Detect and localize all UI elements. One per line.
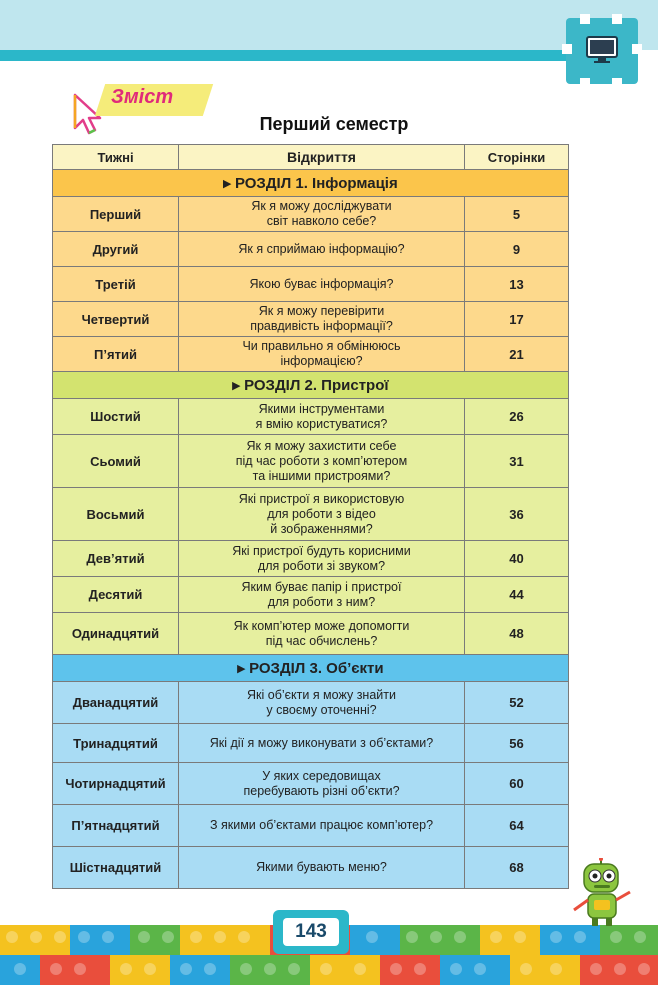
page-cell: 40: [465, 541, 569, 577]
header-weeks: Тижні: [53, 145, 179, 170]
topic-cell: Як я можу захистити себе під час роботи з комп’ютером та іншими пристроями?: [179, 435, 465, 488]
page-number-badge: [273, 910, 349, 954]
topic-cell: Якими інструментами я вмію користуватися?: [179, 399, 465, 435]
topic-cell: Яким буває папір і пристрої для роботи з ним?: [179, 577, 465, 613]
week-cell: Дев’ятий: [53, 541, 179, 577]
table-row: [53, 337, 569, 372]
table-row: [53, 399, 569, 435]
page-cell: 60: [465, 763, 569, 805]
table-row: [53, 577, 569, 613]
section-title: ▸ РОЗДІЛ 1. Інформація: [53, 170, 569, 197]
page-cell: 5: [465, 197, 569, 232]
week-cell: Шістнадцятий: [53, 847, 179, 889]
section-title: ▸ РОЗДІЛ 3. Об’єкти: [53, 655, 569, 682]
contents-table: [52, 144, 569, 889]
table-row: [53, 435, 569, 488]
week-cell: Чотирнадцятий: [53, 763, 179, 805]
monitor-icon: [586, 36, 618, 64]
topic-cell: Які об’єкти я можу знайти у своєму оточенні?: [179, 682, 465, 724]
page-cell: 13: [465, 267, 569, 302]
section-title: ▸ РОЗДІЛ 2. Пристрої: [53, 372, 569, 399]
week-cell: Шостий: [53, 399, 179, 435]
topic-cell: Як комп’ютер може допомогти під час обчислень?: [179, 613, 465, 655]
table-row: [53, 302, 569, 337]
week-cell: Восьмий: [53, 488, 179, 541]
week-cell: Тринадцятий: [53, 724, 179, 763]
week-cell: Третій: [53, 267, 179, 302]
page-cell: 36: [465, 488, 569, 541]
topic-cell: Які дії я можу виконувати з об’єктами?: [179, 724, 465, 763]
table-row: [53, 847, 569, 889]
topic-cell: Чи правильно я обмінююсь інформацією?: [179, 337, 465, 372]
table-row: [53, 805, 569, 847]
header-discoveries: Відкриття: [179, 145, 465, 170]
week-cell: Одинадцятий: [53, 613, 179, 655]
week-cell: Другий: [53, 232, 179, 267]
table-row: [53, 763, 569, 805]
table-row: [53, 613, 569, 655]
table-row: [53, 724, 569, 763]
topic-cell: Як я можу перевірити правдивість інформації?: [179, 302, 465, 337]
week-cell: Дванадцятий: [53, 682, 179, 724]
topic-cell: Якими бувають меню?: [179, 847, 465, 889]
week-cell: Перший: [53, 197, 179, 232]
table-row: [53, 197, 569, 232]
monitor-badge: [566, 18, 638, 84]
header-band: [0, 0, 658, 50]
week-cell: Десятий: [53, 577, 179, 613]
topic-cell: Як я можу досліджувати світ навколо себе?: [179, 197, 465, 232]
page-cell: 9: [465, 232, 569, 267]
week-cell: П’ятий: [53, 337, 179, 372]
page-number: 143: [283, 918, 339, 946]
week-cell: Четвертий: [53, 302, 179, 337]
page-title: Зміст: [111, 86, 174, 108]
topic-cell: У яких середовищах перебувають різні об’єкти?: [179, 763, 465, 805]
page-cell: 31: [465, 435, 569, 488]
page-cell: 56: [465, 724, 569, 763]
table-row: [53, 267, 569, 302]
robot-illustration: [570, 858, 640, 928]
section-row: [53, 655, 569, 682]
table-row: [53, 232, 569, 267]
topic-cell: Якою буває інформація?: [179, 267, 465, 302]
week-cell: Сьомий: [53, 435, 179, 488]
topic-cell: Які пристрої будуть корисними для роботи зі звуком?: [179, 541, 465, 577]
semester-heading: Перший семестр: [259, 114, 409, 134]
table-row: [53, 682, 569, 724]
page-cell: 64: [465, 805, 569, 847]
topic-cell: Які пристрої я використовую для роботи з відео й зображеннями?: [179, 488, 465, 541]
header-stripe: [0, 50, 575, 61]
page-cell: 44: [465, 577, 569, 613]
page-cell: 52: [465, 682, 569, 724]
page-cell: 21: [465, 337, 569, 372]
table-row: [53, 488, 569, 541]
header-pages: Сторінки: [465, 145, 569, 170]
table-header-row: [53, 145, 569, 170]
page-cell: 68: [465, 847, 569, 889]
section-row: [53, 372, 569, 399]
page-cell: 26: [465, 399, 569, 435]
topic-cell: Як я сприймаю інформацію?: [179, 232, 465, 267]
section-row: [53, 170, 569, 197]
page-cell: 48: [465, 613, 569, 655]
table-row: [53, 541, 569, 577]
page-cell: 17: [465, 302, 569, 337]
topic-cell: З якими об’єктами працює комп’ютер?: [179, 805, 465, 847]
week-cell: П’ятнадцятий: [53, 805, 179, 847]
